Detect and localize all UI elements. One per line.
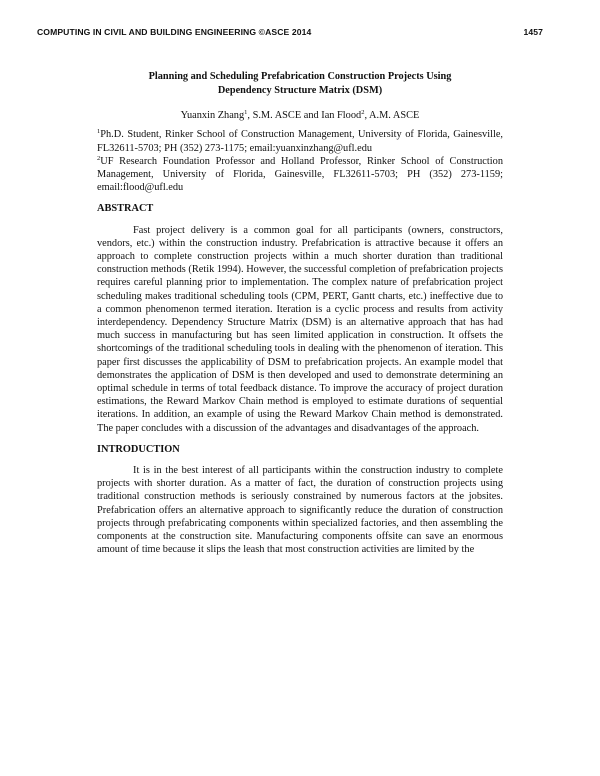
author-1-name: Yuanxin Zhang xyxy=(180,110,245,122)
author-2-suffix: , A.M. ASCE xyxy=(364,110,420,122)
page-body xyxy=(97,70,503,556)
affiliation-2-mark: 2 xyxy=(97,154,101,162)
affiliation-1 xyxy=(97,128,503,154)
author-1-suffix: , S.M. ASCE and Ian Flood xyxy=(247,110,362,122)
affiliation-1-text: Ph.D. Student, Rinker School of Construction Management, University of Florida, Gainesville, FL32611-5703; PH (352) 273-1175; email:yuanxinzhang@ufl.edu xyxy=(97,129,503,154)
abstract-text: Fast project delivery is a common goal for all participants (owners, constructors, vendors, etc.) within the construction industry. Prefabrication is attractive because it offers an approach to complete construction projects within a much shorter duration than traditional construction methods (Retik 1994). However, the successful completion of prefabrication projects requires careful planning prior to implementation. The complex nature of prefabrication project scheduling makes traditional scheduling tools (CPM, PERT, Gantt charts, etc.) ineffective due to a common phenomenon termed iteration. Iteration is a cyclic process and results from activity interdependency. Dependency Structure Matrix (DSM) is an alternative approach that has had much success in manufacturing but has seen limited application in construction. It offsets the shortcomings of the traditional scheduling tools in dealing with the phenomenon of iteration. This paper first discusses the applicability of DSM to prefabrication projects. An example model that demonstrates the application of DSM is then developed and used to demonstrate determining an optimal schedule in terms of total feedback distance. To improve the accuracy of project duration estimations, the Reward Markov Chain method is employed to estimate durations of sequential iterations. In addition, an example of using the Reward Markov Chain method is demonstrated. The paper concludes with a discussion of the advantages and disadvantages of the approach. xyxy=(97,224,503,434)
author-2-affil-mark: 2 xyxy=(361,109,365,117)
affiliation-2-text: UF Research Foundation Professor and Holland Professor, Rinker School of Construction Management, University of Florida, Gainesville, FL32611-5703; PH (352) 273-1159; email:flood@ufl.edu xyxy=(97,155,503,194)
affiliation-2 xyxy=(97,155,503,195)
affiliation-1-mark: 1 xyxy=(97,128,101,136)
title-line-1: Planning and Scheduling Prefabrication Construction Projects Using xyxy=(148,71,452,82)
paper-title xyxy=(97,70,503,97)
introduction-text: It is in the best interest of all participants within the construction industry to complete projects with shorter duration. As a matter of fact, the duration of construction projects using traditional construction methods is seriously constrained by numerous factors at the jobsites. Prefabrication offers an alternative approach to significantly reduce the duration of construction projects through prefabricating components within specialized factories, and then assembling the components at the construction site. Manufacturing components offsite can save an enormous amount of time because it slips the leash that most construction activities are limited by the xyxy=(97,465,503,556)
running-header xyxy=(37,27,543,37)
author-1-affil-mark: 1 xyxy=(244,109,248,117)
abstract-heading: ABSTRACT xyxy=(97,203,154,215)
introduction-heading: INTRODUCTION xyxy=(97,443,180,455)
author-line xyxy=(97,109,503,122)
journal-name: COMPUTING IN CIVIL AND BUILDING ENGINEERING ©ASCE 2014 xyxy=(37,27,312,37)
page-number: 1457 xyxy=(523,27,543,37)
title-line-2: Dependency Structure Matrix (DSM) xyxy=(217,84,383,96)
